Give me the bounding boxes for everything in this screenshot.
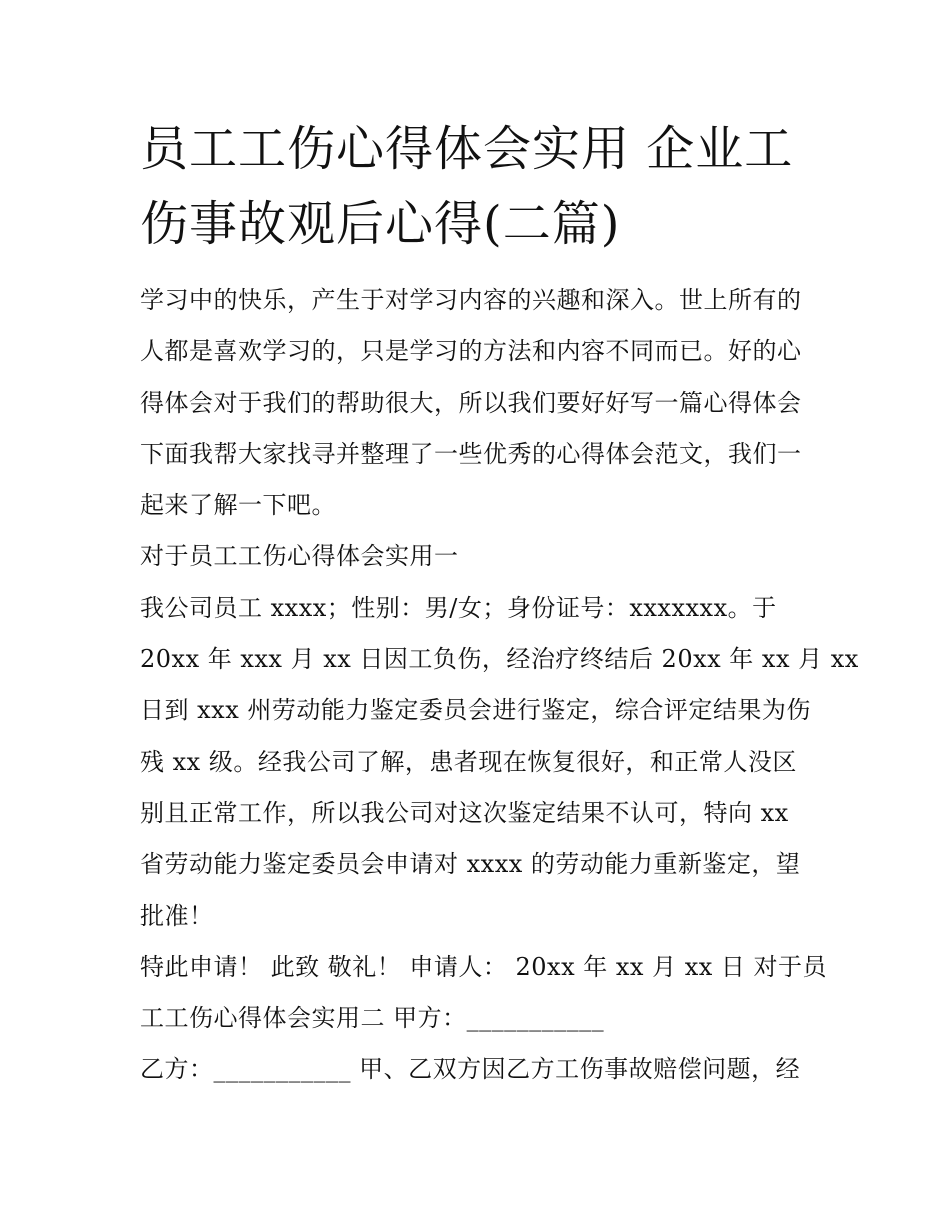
body-line: 我公司员工 xxxx；性别：男/女；身份证号：xxxxxxx。于: [140, 593, 777, 622]
body-line: 别且正常工作，所以我公司对这次鉴定结果不认可，特向 xx: [140, 798, 789, 827]
body-line: 特此申请！ 此致 敬礼！ 申请人： 20xx 年 xx 月 xx 日 对于员: [140, 952, 828, 981]
body-line: 省劳动能力鉴定委员会申请对 xxxx 的劳动能力重新鉴定，望: [140, 850, 801, 879]
body-line: 起来了解一下吧。: [140, 491, 336, 520]
title-line-2: 伤事故观后心得(二篇): [140, 196, 621, 252]
section-heading: 对于员工工伤心得体会实用一: [140, 542, 459, 571]
body-line: 残 xx 级。经我公司了解，患者现在恢复很好，和正常人没区: [140, 747, 797, 776]
document-body: [140, 275, 859, 1096]
title-line-1: 员工工伤心得体会实用 企业工: [140, 121, 794, 177]
body-line: 学习中的快乐，产生于对学习内容的兴趣和深入。世上所有的: [140, 286, 802, 314]
body-line: 下面我帮大家找寻并整理了一些优秀的心得体会范文，我们一: [140, 439, 802, 468]
body-line: 批准！: [140, 901, 214, 930]
body-line: 人都是喜欢学习的，只是学习的方法和内容不同而已。好的心: [140, 337, 802, 366]
body-line: 得体会对于我们的帮助很大，所以我们要好好写一篇心得体会: [140, 388, 802, 417]
document-title: [140, 112, 820, 262]
body-line: 乙方：___________ 甲、乙双方因乙方工伤事故赔偿问题，经: [140, 1055, 801, 1084]
body-line: 日到 xxx 州劳动能力鉴定委员会进行鉴定，综合评定结果为伤: [140, 696, 811, 725]
body-line: 20xx 年 xxx 月 xx 日因工负伤，经治疗终结后 20xx 年 xx 月 xx: [140, 645, 859, 674]
body-line: 工工伤心得体会实用二 甲方：___________: [140, 1004, 605, 1033]
